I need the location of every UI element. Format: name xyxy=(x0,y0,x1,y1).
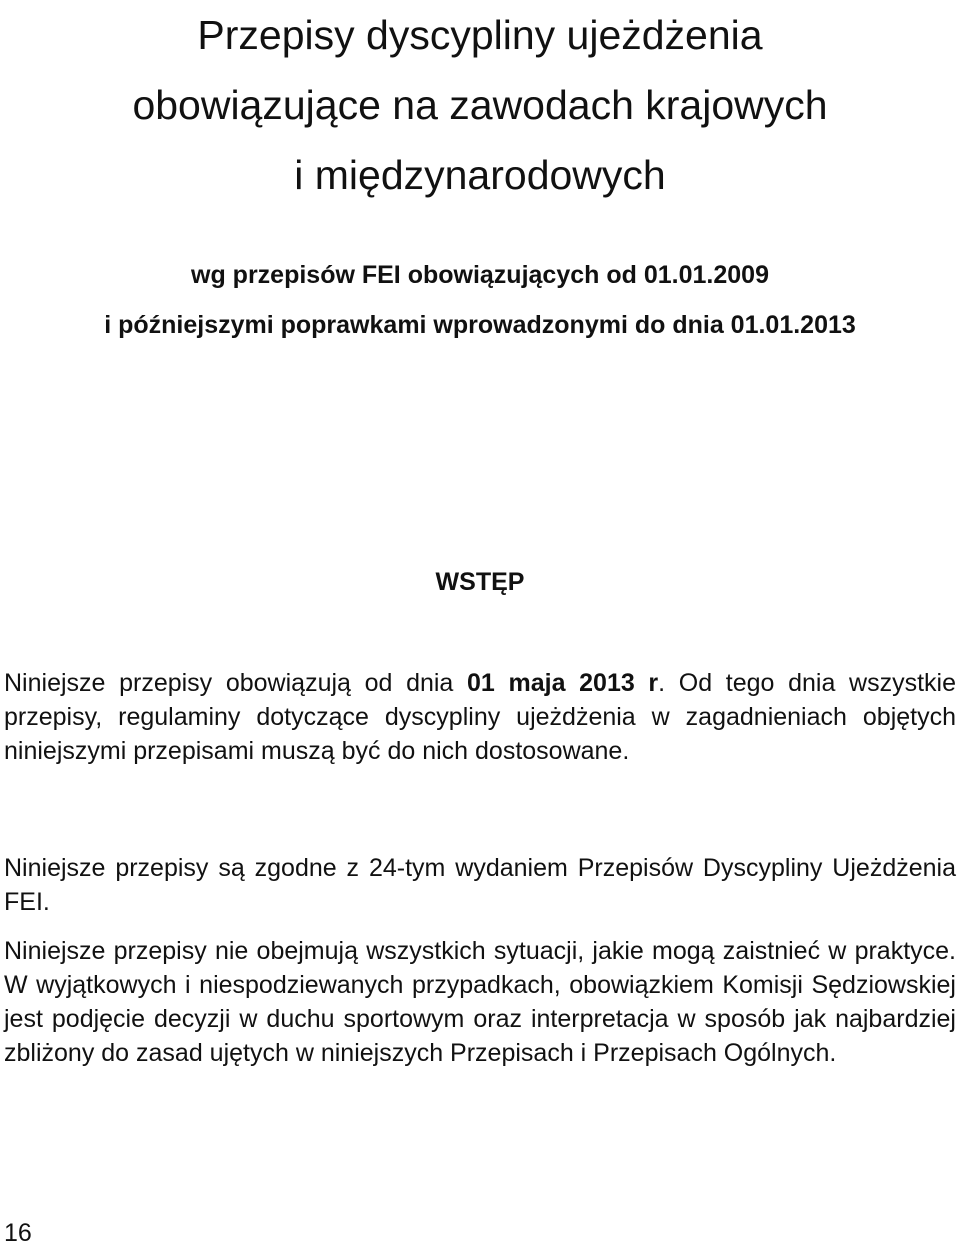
title-line-3: i międzynarodowych xyxy=(294,152,666,198)
title-line-2: obowiązujące na zawodach krajowych xyxy=(132,82,828,128)
paragraph-effective-date xyxy=(4,666,956,768)
effective-date: 01 maja 2013 r xyxy=(467,669,659,697)
subtitle-line-2: i późniejszymi poprawkami wprowadzonymi do dnia 01.01.2013 xyxy=(104,311,856,339)
paragraph-1-intro: Niniejsze przepisy obowiązują od dnia xyxy=(4,669,468,697)
page-number: 16 xyxy=(4,1219,32,1247)
title-line-1: Przepisy dyscypliny ujeżdżenia xyxy=(197,12,763,58)
paragraph-1-rest: . Od tego dnia wszystkie przepisy, regulaminy dotyczące dyscypliny ujeżdżenia w zagadnieniach objętych niniejszymi przepisami muszą być do nich dostosowane. xyxy=(4,669,956,765)
paragraph-exceptions: Niniejsze przepisy nie obejmują wszystkich sytuacji, jakie mogą zaistnieć w praktyce. W wyjątkowych i niespodziewanych przypadkach, obowiązkiem Komisji Sędziowskiej jest podjęcie decyzji w duchu sportowym oraz interpretacja w sposób jak najbardziej zbliżony do zasad ujętych w niniejszych Przepisach i Przepisach Ogólnych. xyxy=(4,937,956,1067)
section-heading: WSTĘP xyxy=(435,568,525,596)
paragraph-fei-edition: Niniejsze przepisy są zgodne z 24-tym wydaniem Przepisów Dyscypliny Ujeżdżenia FEI. xyxy=(4,854,956,916)
document-title xyxy=(0,0,960,210)
subtitle-line-1: wg przepisów FEI obowiązujących od 01.01.2009 xyxy=(191,261,769,289)
document-subtitle xyxy=(0,250,960,350)
